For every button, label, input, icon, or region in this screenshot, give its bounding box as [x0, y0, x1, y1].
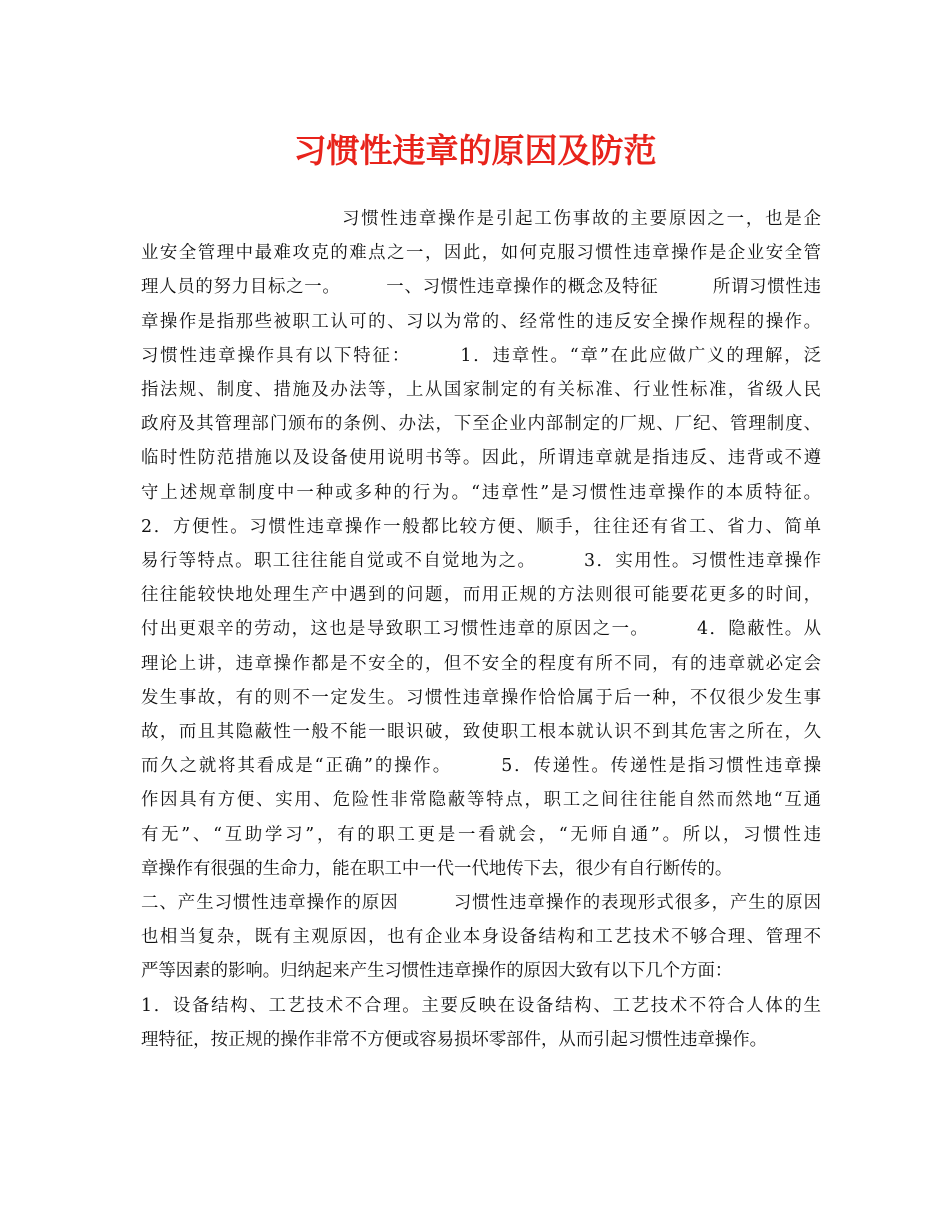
body-text-line: 习惯性违章操作是引起工伤事故的主要原因之一，也是企	[342, 209, 821, 229]
body-text-line: 作因具有方便、实用、危险性非常隐蔽等特点，职工之间往往能自然而然地“互通	[141, 790, 821, 811]
body-text-line: 指法规、制度、措施及办法等，上从国家制定的有关标准、行业性标准，省级人民	[141, 380, 821, 400]
body-text-line: 章操作是指那些被职工认可的、习以为常的、经常性的违反安全操作规程的操作。	[141, 311, 821, 332]
body-text-line: 故，而且其隐蔽性一般不能一眼识破，致使职工根本就认识不到其危害之所在，久	[141, 722, 821, 742]
body-text-line: 习惯性违章操作具有以下特征： 1．违章性。“章”在此应做广义的理解，泛	[141, 345, 821, 366]
body-text-line: 往往能较快地处理生产中遇到的问题，而用正规的方法则很可能要花更多的时间，	[141, 585, 821, 606]
body-text-line: 而久之就将其看成是“正确”的操作。 5．传递性。传递性是指习惯性违章操	[141, 756, 821, 777]
body-text-line: 发生事故，有的则不一定发生。习惯性违章操作恰恰属于后一种，不仅很少发生事	[141, 687, 821, 708]
body-text-line: 付出更艰辛的劳动，这也是导致职工习惯性违章的原因之一。 4．隐蔽性。从	[141, 619, 821, 640]
body-text-line: 临时性防范措施以及设备使用说明书等。因此，所谓违章就是指违反、违背或不遵	[141, 448, 821, 469]
body-text-line: 理人员的努力目标之一。 一、习惯性违章操作的概念及特征 所谓习惯性违	[141, 277, 821, 298]
body-text-line: 政府及其管理部门颁布的条例、办法，下至企业内部制定的厂规、厂纪、管理制度、	[141, 414, 821, 435]
document-title: 习惯性违章的原因及防范	[293, 131, 657, 170]
body-text-line: 易行等特点。职工往往能自觉或不自觉地为之。 3．实用性。习惯性违章操作	[141, 551, 821, 571]
body-text-line: 守上述规章制度中一种或多种的行为。“违章性”是习惯性违章操作的本质特征。	[141, 482, 821, 503]
body-text-line: 理论上讲，违章操作都是不安全的，但不安全的程度有所不同，有的违章就必定会	[141, 653, 821, 674]
body-text-line: 章操作有很强的生命力，能在职工中一代一代地传下去，很少有自行断传的。	[141, 858, 733, 879]
body-text-line: 有无”、“互助学习”，有的职工更是一看就会，“无师自通”。所以，习惯性违	[141, 824, 821, 845]
body-text-line: 理特征，按正规的操作非常不方便或容易损坏零部件，从而引起习惯性违章操作。	[141, 1029, 768, 1050]
body-text-line: 严等因素的影响。归纳起来产生习惯性违章操作的原因大致有以下几个方面：	[141, 961, 733, 982]
body-text-line: 1．设备结构、工艺技术不合理。主要反映在设备结构、工艺技术不符合人体的生	[141, 995, 821, 1016]
body-text-line: 二、产生习惯性违章操作的原因 习惯性违章操作的表现形式很多，产生的原因	[141, 893, 821, 913]
body-text-line: 也相当复杂，既有主观原因，也有企业本身设备结构和工艺技术不够合理、管理不	[141, 927, 821, 948]
body-text-line: 业安全管理中最难攻克的难点之一，因此，如何克服习惯性违章操作是企业安全管	[141, 243, 821, 264]
body-text-line: 2．方便性。习惯性违章操作一般都比较方便、顺手，往往还有省工、省力、简单	[141, 516, 821, 537]
